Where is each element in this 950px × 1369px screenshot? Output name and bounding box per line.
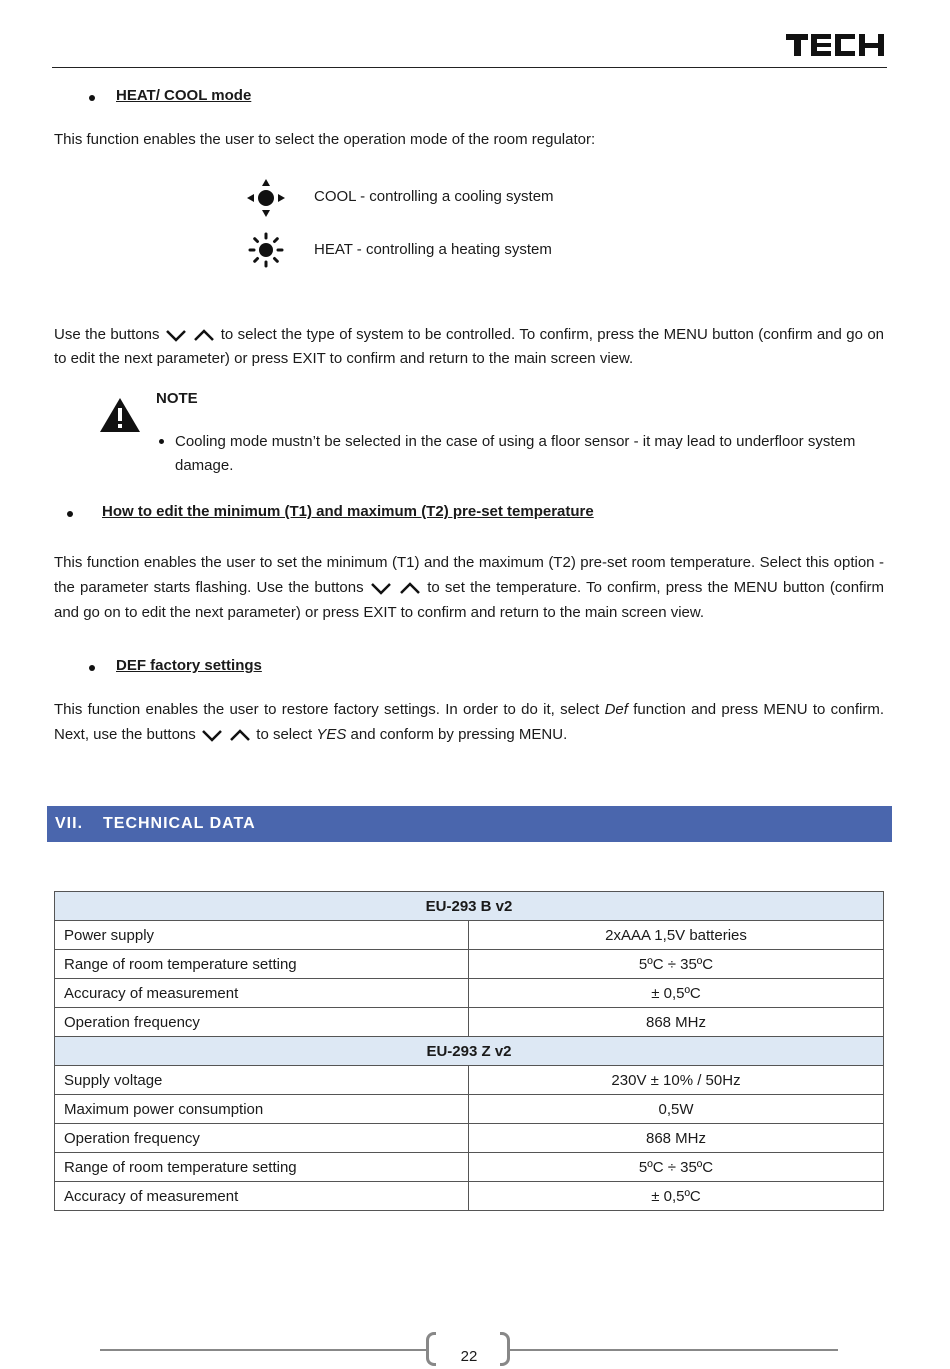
technical-data-table — [54, 891, 884, 1211]
param-value: 5ºC ÷ 35ºC — [469, 1153, 884, 1182]
yes-italic: YES — [316, 726, 347, 743]
def-italic: Def — [604, 701, 628, 718]
table-row — [55, 1066, 884, 1095]
param-value: 5ºC ÷ 35ºC — [469, 950, 884, 979]
instructions-text-start: Use the buttons — [54, 326, 160, 343]
bullet — [89, 95, 95, 101]
bullet — [89, 665, 95, 671]
page-number: 22 — [460, 1348, 478, 1365]
bullet — [67, 511, 73, 517]
table-group-row — [55, 892, 884, 921]
group-name: EU-293 Z v2 — [55, 1037, 884, 1066]
note-text: Cooling mode mustn’t be selected in the case of using a floor sensor - it may lead to underfloor system damage. — [175, 433, 856, 474]
table-row — [55, 1153, 884, 1182]
table-row — [55, 979, 884, 1008]
heat-mode-icon — [248, 232, 284, 268]
table-group-row — [55, 1037, 884, 1066]
section-header — [47, 806, 892, 842]
param-value: ± 0,5ºC — [469, 1182, 884, 1211]
param-name: Operation frequency — [55, 1124, 469, 1153]
param-value: 0,5W — [469, 1095, 884, 1124]
section-title: TECHNICAL DATA — [103, 815, 256, 832]
min-max-heading: How to edit the minimum (T1) and maximum (T2) pre-set temperature — [102, 503, 594, 520]
table-row — [55, 1182, 884, 1211]
header-rule — [52, 67, 887, 68]
def-text-3: to select — [256, 726, 313, 743]
footer-bracket-left — [426, 1332, 436, 1366]
cool-mode-icon — [246, 178, 286, 218]
param-value: 2xAAA 1,5V batteries — [469, 921, 884, 950]
group-name: EU-293 B v2 — [55, 892, 884, 921]
chevron-up-icon — [398, 580, 422, 596]
section-number: VII. — [55, 815, 84, 832]
table-row — [55, 1008, 884, 1037]
param-name: Accuracy of measurement — [55, 979, 469, 1008]
param-name: Operation frequency — [55, 1008, 469, 1037]
footer-rule-right — [510, 1349, 838, 1351]
param-name: Maximum power consumption — [55, 1095, 469, 1124]
cool-mode-label: COOL - controlling a cooling system — [314, 188, 554, 205]
param-value: ± 0,5ºC — [469, 979, 884, 1008]
min-max-text-start: This function enables the user to set the minimum (T1) and the maximum (T2) pre-set room temperature. Select this option - the parameter starts flashing. Use the buttons — [54, 554, 884, 596]
chevron-down-icon — [164, 327, 188, 343]
param-value: 868 MHz — [469, 1008, 884, 1037]
heat-cool-instructions — [54, 323, 884, 371]
param-name: Supply voltage — [55, 1066, 469, 1095]
heat-cool-intro: This function enables the user to select the operation mode of the room regulator: — [54, 131, 596, 148]
table-row — [55, 950, 884, 979]
param-value: 868 MHz — [469, 1124, 884, 1153]
note-bullet — [159, 439, 164, 444]
note-title: NOTE — [156, 390, 198, 407]
min-max-text-end: to set the temperature. To confirm, press the MENU button (confirm and go on to edit the next parameter) or press EXIT to confirm and return to the main screen view. — [54, 579, 885, 621]
param-name: Power supply — [55, 921, 469, 950]
param-value: 230V ± 10% / 50Hz — [469, 1066, 884, 1095]
tech-logo — [786, 34, 886, 56]
param-name: Range of room temperature setting — [55, 1153, 469, 1182]
table-row — [55, 921, 884, 950]
chevron-down-icon — [369, 580, 393, 596]
chevron-up-icon — [192, 327, 216, 343]
def-paragraph — [54, 697, 884, 747]
param-name: Range of room temperature setting — [55, 950, 469, 979]
warning-icon — [99, 396, 141, 434]
heat-mode-label: HEAT - controlling a heating system — [314, 241, 552, 258]
def-heading: DEF factory settings — [116, 657, 262, 674]
table-row — [55, 1124, 884, 1153]
instructions-text-end: to select the type of system to be controlled. To confirm, press the MENU button (confirm and go on to edit the next parameter) or press EXIT to confirm and return to the main screen view. — [54, 326, 885, 367]
param-name: Accuracy of measurement — [55, 1182, 469, 1211]
chevron-down-icon — [200, 727, 224, 743]
def-text-1: This function enables the user to restore factory settings. In order to do it, select — [54, 701, 600, 718]
heat-cool-heading: HEAT/ COOL mode — [116, 87, 252, 104]
footer-bracket-right — [500, 1332, 510, 1366]
table-row — [55, 1095, 884, 1124]
min-max-paragraph — [54, 550, 884, 625]
chevron-up-icon — [228, 727, 252, 743]
def-text-4: and conform by pressing MENU. — [350, 726, 568, 743]
def-text-2: function and press MENU to confirm. Next, use the buttons — [54, 701, 885, 743]
footer-rule-left — [100, 1349, 426, 1351]
